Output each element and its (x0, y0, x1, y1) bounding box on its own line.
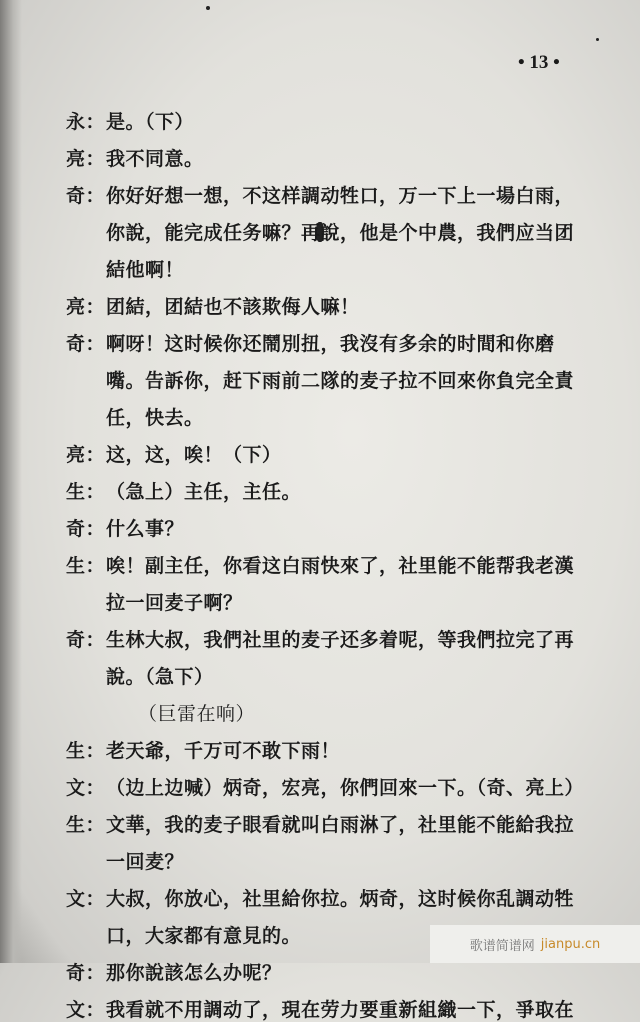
line-text: 是。（下） (106, 111, 195, 133)
dialogue-line (66, 887, 574, 911)
line-continuation: 嘴。告訴你，赶下雨前二隊的麦子拉不回來你負完全責 (106, 370, 575, 392)
dialogue-line (66, 332, 555, 356)
dialogue-line (66, 184, 574, 208)
dialogue-line (66, 369, 574, 393)
dialogue-line (66, 850, 184, 874)
line-continuation: 拉一回麦子啊？ (106, 592, 243, 614)
line-text: 这，这，唉！（下） (106, 444, 282, 466)
dialogue-line (66, 258, 184, 282)
watermark-cn: 歌谱简谱网 (469, 938, 535, 954)
speaker-label: 生： (66, 814, 106, 836)
line-continuation: 說。（急下） (106, 666, 214, 688)
speaker-label: 奇： (66, 518, 106, 540)
dialogue-line (66, 998, 574, 1022)
line-text: 生林大叔，我們社里的麦子还多着呢，等我們拉完了再 (106, 629, 575, 651)
speaker-label: 亮： (66, 444, 106, 466)
dialogue-line (66, 961, 282, 985)
stage-direction: （巨雷在响） (138, 703, 256, 725)
dialogue-line (66, 739, 340, 763)
speaker-label: 文： (66, 999, 106, 1021)
line-text: 什么事？ (106, 518, 185, 540)
dialogue-line (66, 665, 214, 689)
dialogue-line (66, 591, 243, 615)
speaker-label: 奇： (66, 333, 106, 355)
line-continuation: 一回麦？ (106, 851, 185, 873)
line-text: 老天爺，千万可不敢下雨！ (106, 740, 341, 762)
speaker-label: 永： (66, 111, 106, 133)
speaker-label: 奇： (66, 185, 106, 207)
line-text: 我不同意。 (106, 148, 204, 170)
line-text: 啊呀！这时候你还鬧別扭，我沒有多余的时間和你磨 (106, 333, 555, 355)
ink-speck (206, 6, 210, 10)
line-text: （边上边喊）炳奇，宏亮，你們回來一下。（奇、亮上） (106, 777, 585, 799)
dialogue-line (66, 517, 184, 541)
line-text: 大叔，你放心，社里給你拉。炳奇，这时候你乱調动牲 (106, 888, 575, 910)
line-text: 我看就不用調动了，現在劳力要重新組織一下，爭取在 (106, 999, 575, 1021)
page-edge-shadow (0, 0, 22, 963)
dialogue-line (66, 628, 574, 652)
dialogue-line (66, 295, 360, 319)
speaker-label: 奇： (66, 962, 106, 984)
speaker-label: 文： (66, 777, 106, 799)
line-continuation: 任，快去。 (106, 407, 204, 429)
line-continuation: 口，大家都有意見的。 (106, 925, 302, 947)
dialogue-line (66, 480, 301, 504)
dialogue-line (66, 221, 574, 245)
speaker-label: 文： (66, 888, 106, 910)
dialogue-line (66, 443, 282, 467)
dialogue-line (66, 554, 574, 578)
speaker-label: 生： (66, 481, 106, 503)
dialogue-line (66, 110, 194, 134)
speaker-label: 亮： (66, 296, 106, 318)
line-text: 团結，团結也不該欺侮人嘛！ (106, 296, 360, 318)
page-number: • 13 • (518, 52, 560, 73)
line-text: （急上）主任，主任。 (106, 481, 302, 503)
dialogue-line (66, 147, 204, 171)
dialogue-line (66, 702, 255, 726)
dialogue-line (66, 406, 204, 430)
line-text: 唉！副主任，你看这白雨快來了，社里能不能帮我老漢 (106, 555, 575, 577)
watermark (430, 925, 640, 963)
dialogue-line (66, 924, 301, 948)
line-text: 你好好想一想，不这样調动牲口，万一下上一場白雨， (106, 185, 575, 207)
watermark-en: jianpu.cn (540, 936, 601, 952)
dialogue-line (66, 776, 584, 800)
speaker-label: 亮： (66, 148, 106, 170)
line-text: 那你說該怎么办呢？ (106, 962, 282, 984)
ink-speck (596, 38, 599, 41)
line-continuation: 你說，能完成任务嘛？再說，他是个中農，我們应当团 (106, 222, 575, 244)
line-text: 文華，我的麦子眼看就叫白雨淋了，社里能不能給我拉 (106, 814, 575, 836)
dialogue-line (66, 813, 574, 837)
speaker-label: 生： (66, 740, 106, 762)
line-continuation: 結他啊！ (106, 259, 185, 281)
speaker-label: 生： (66, 555, 106, 577)
speaker-label: 奇： (66, 629, 106, 651)
